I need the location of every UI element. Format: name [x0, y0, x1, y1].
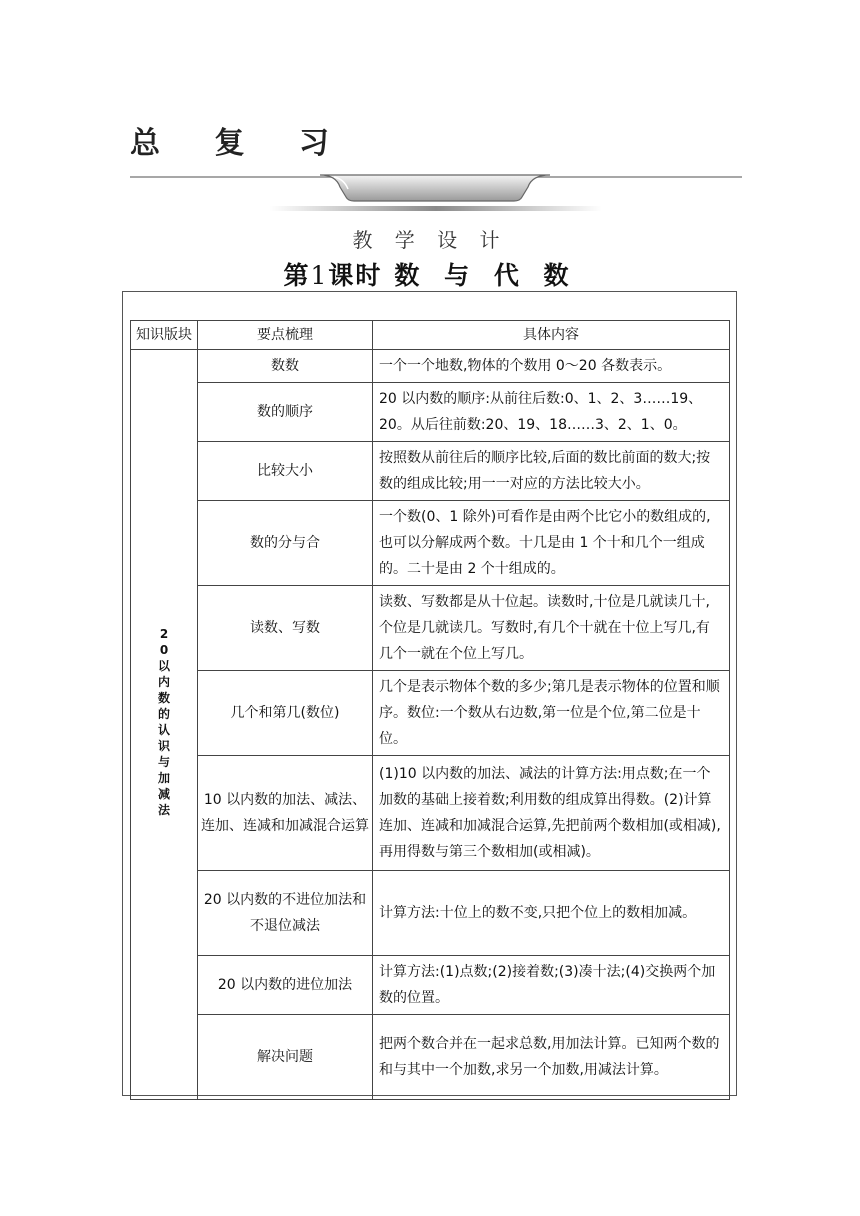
table-row [131, 350, 730, 383]
detail-text: 计算方法:(1)点数;(2)接着数;(3)凑十法;(4)交换两个加数的位置。 [373, 956, 730, 1015]
lesson-title [0, 256, 860, 292]
knowledge-block-label: 20以内数的认识与加减法 [157, 627, 170, 817]
table-row [131, 442, 730, 501]
chapter-title: 总 复 习 [130, 126, 351, 161]
table-row [131, 871, 730, 956]
table-row [131, 501, 730, 586]
table-row [131, 956, 730, 1015]
table-row [131, 586, 730, 671]
detail-text: 一个数(0、1 除外)可看作是由两个比它小的数组成的,也可以分解成两个数。十几是由 1 个十和几个一组成的。二十是由 2 个十组成的。 [373, 501, 730, 586]
knowledge-block-cell [131, 350, 198, 1100]
detail-text: (1)10 以内数的加法、减法的计算方法:用点数;在一个加数的基础上接着数;利用数的组成算出得数。(2)计算连加、连减和加减混合运算,先把前两个数相加(或相减),再用得数与第三个数相加(或相减)。 [373, 756, 730, 871]
key-point: 20 以内数的不进位加法和不退位减法 [198, 871, 373, 956]
key-point: 几个和第几(数位) [198, 671, 373, 756]
key-point: 数的顺序 [198, 383, 373, 442]
header-key-points: 要点梳理 [198, 321, 373, 350]
detail-text: 读数、写数都是从十位起。读数时,十位是几就读几十,个位是几就读几。写数时,有几个十就在十位上写几,有几个一就在个位上写几。 [373, 586, 730, 671]
lesson-number: 1 [310, 261, 329, 290]
key-point: 解决问题 [198, 1015, 373, 1100]
table-row [131, 1015, 730, 1100]
key-point: 读数、写数 [198, 586, 373, 671]
section-subheading: 教 学 设 计 [352, 228, 508, 252]
lesson-topic: 数 与 代 数 [394, 261, 577, 290]
detail-text: 把两个数合并在一起求总数,用加法计算。已知两个数的和与其中一个加数,求另一个加数,用减法计算。 [373, 1015, 730, 1100]
detail-text: 计算方法:十位上的数不变,只把个位上的数相加减。 [373, 871, 730, 956]
detail-text: 按照数从前往后的顺序比较,后面的数比前面的数大;按数的组成比较;用一一对应的方法比较大小。 [373, 442, 730, 501]
table-header-row [131, 321, 730, 350]
header-details: 具体内容 [373, 321, 730, 350]
detail-text: 20 以内数的顺序:从前往后数:0、1、2、3……19、20。从后往前数:20、19、18……3、2、1、0。 [373, 383, 730, 442]
key-point: 比较大小 [198, 442, 373, 501]
lesson-prefix: 第 [283, 261, 311, 290]
header-knowledge-block: 知识版块 [131, 321, 198, 350]
lesson-suffix: 课时 [328, 261, 383, 290]
table-row [131, 756, 730, 871]
key-point: 10 以内数的加法、减法、连加、连减和加减混合运算 [198, 756, 373, 871]
table-row [131, 671, 730, 756]
key-point: 数的分与合 [198, 501, 373, 586]
key-point: 数数 [198, 350, 373, 383]
decorative-header-rule [0, 165, 860, 220]
detail-text: 一个一个地数,物体的个数用 0～20 各数表示。 [373, 350, 730, 383]
detail-text: 几个是表示物体个数的多少;第几是表示物体的位置和顺序。数位:一个数从右边数,第一位是个位,第二位是十位。 [373, 671, 730, 756]
knowledge-table [130, 320, 730, 1100]
table-row [131, 383, 730, 442]
key-point: 20 以内数的进位加法 [198, 956, 373, 1015]
